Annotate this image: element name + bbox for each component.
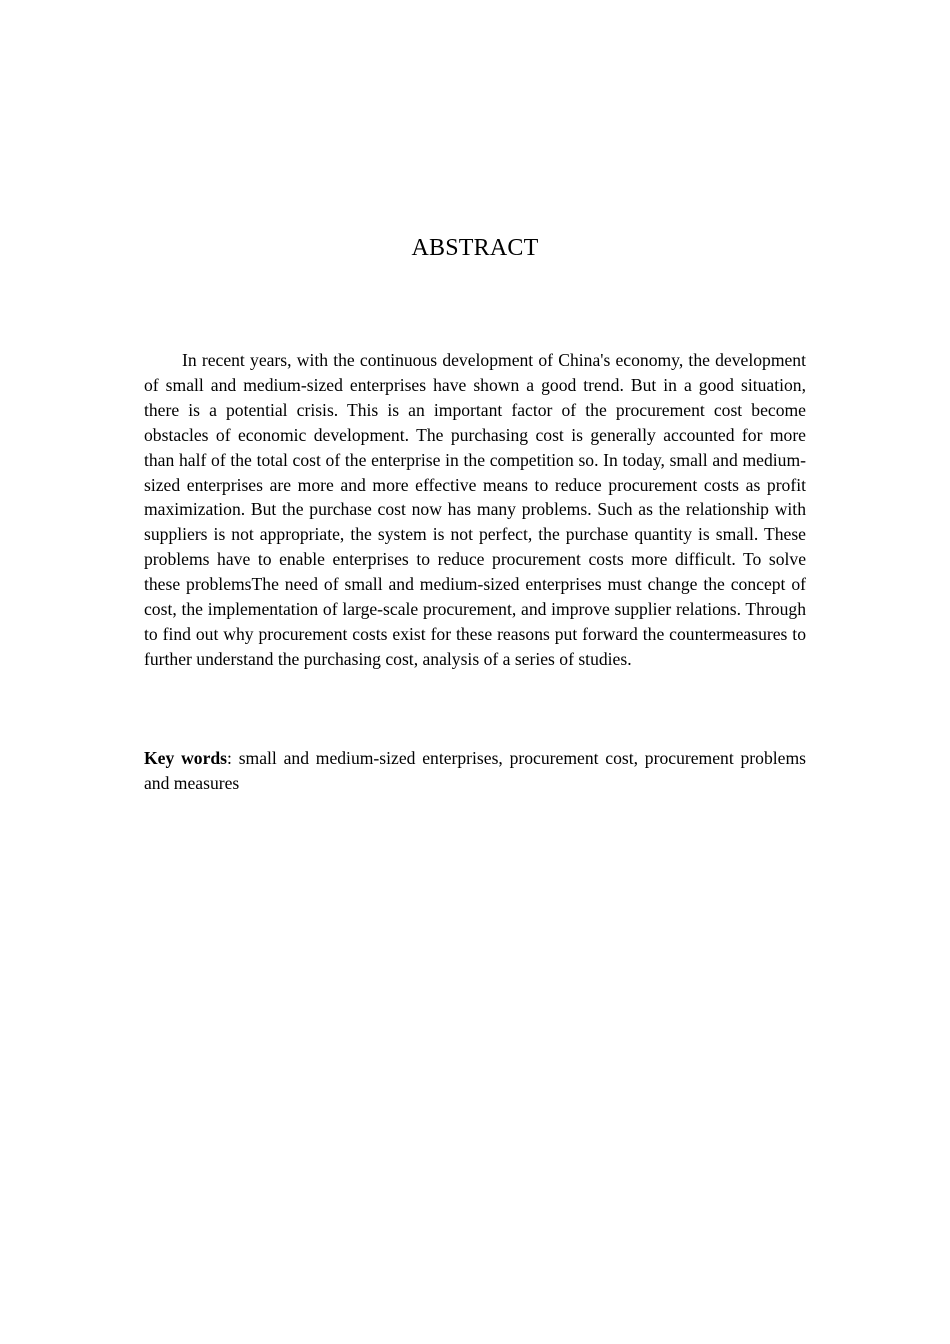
abstract-title: ABSTRACT [411,235,539,261]
keywords-label: Key words [144,748,228,768]
abstract-paragraph: In recent years, with the continuous development of China's economy, the development of small and medium-sized enterprises have shown a good trend. But in a good situation, there is a potential crisis. This is an important factor of the procurement cost become obstacles of economic development. The purchasing cost is generally accounted for more than half of the total cost of the enterprise in the competition so. In today, small and medium-sized enterprises are more and more effective means to reduce procurement costs as profit maximization. But the purchase cost now has many problems. Such as the relationship with suppliers is not appropriate, the system is not perfect, the purchase quantity is small. These problems have to enable enterprises to reduce procurement costs more difficult. To solve these problemsThe need of small and medium-sized enterprises must change the concept of cost, the implementation of large-scale procurement, and improve supplier relations. Through to find out why procurement costs exist for these reasons put forward the countermeasures to further understand the purchasing cost, analysis of a series of studies. [144,350,806,669]
keywords-text: small and medium-sized enterprises, procurement cost, procurement problems and measures [144,748,806,793]
keywords-separator: : [227,748,239,768]
keywords-paragraph [144,746,806,796]
